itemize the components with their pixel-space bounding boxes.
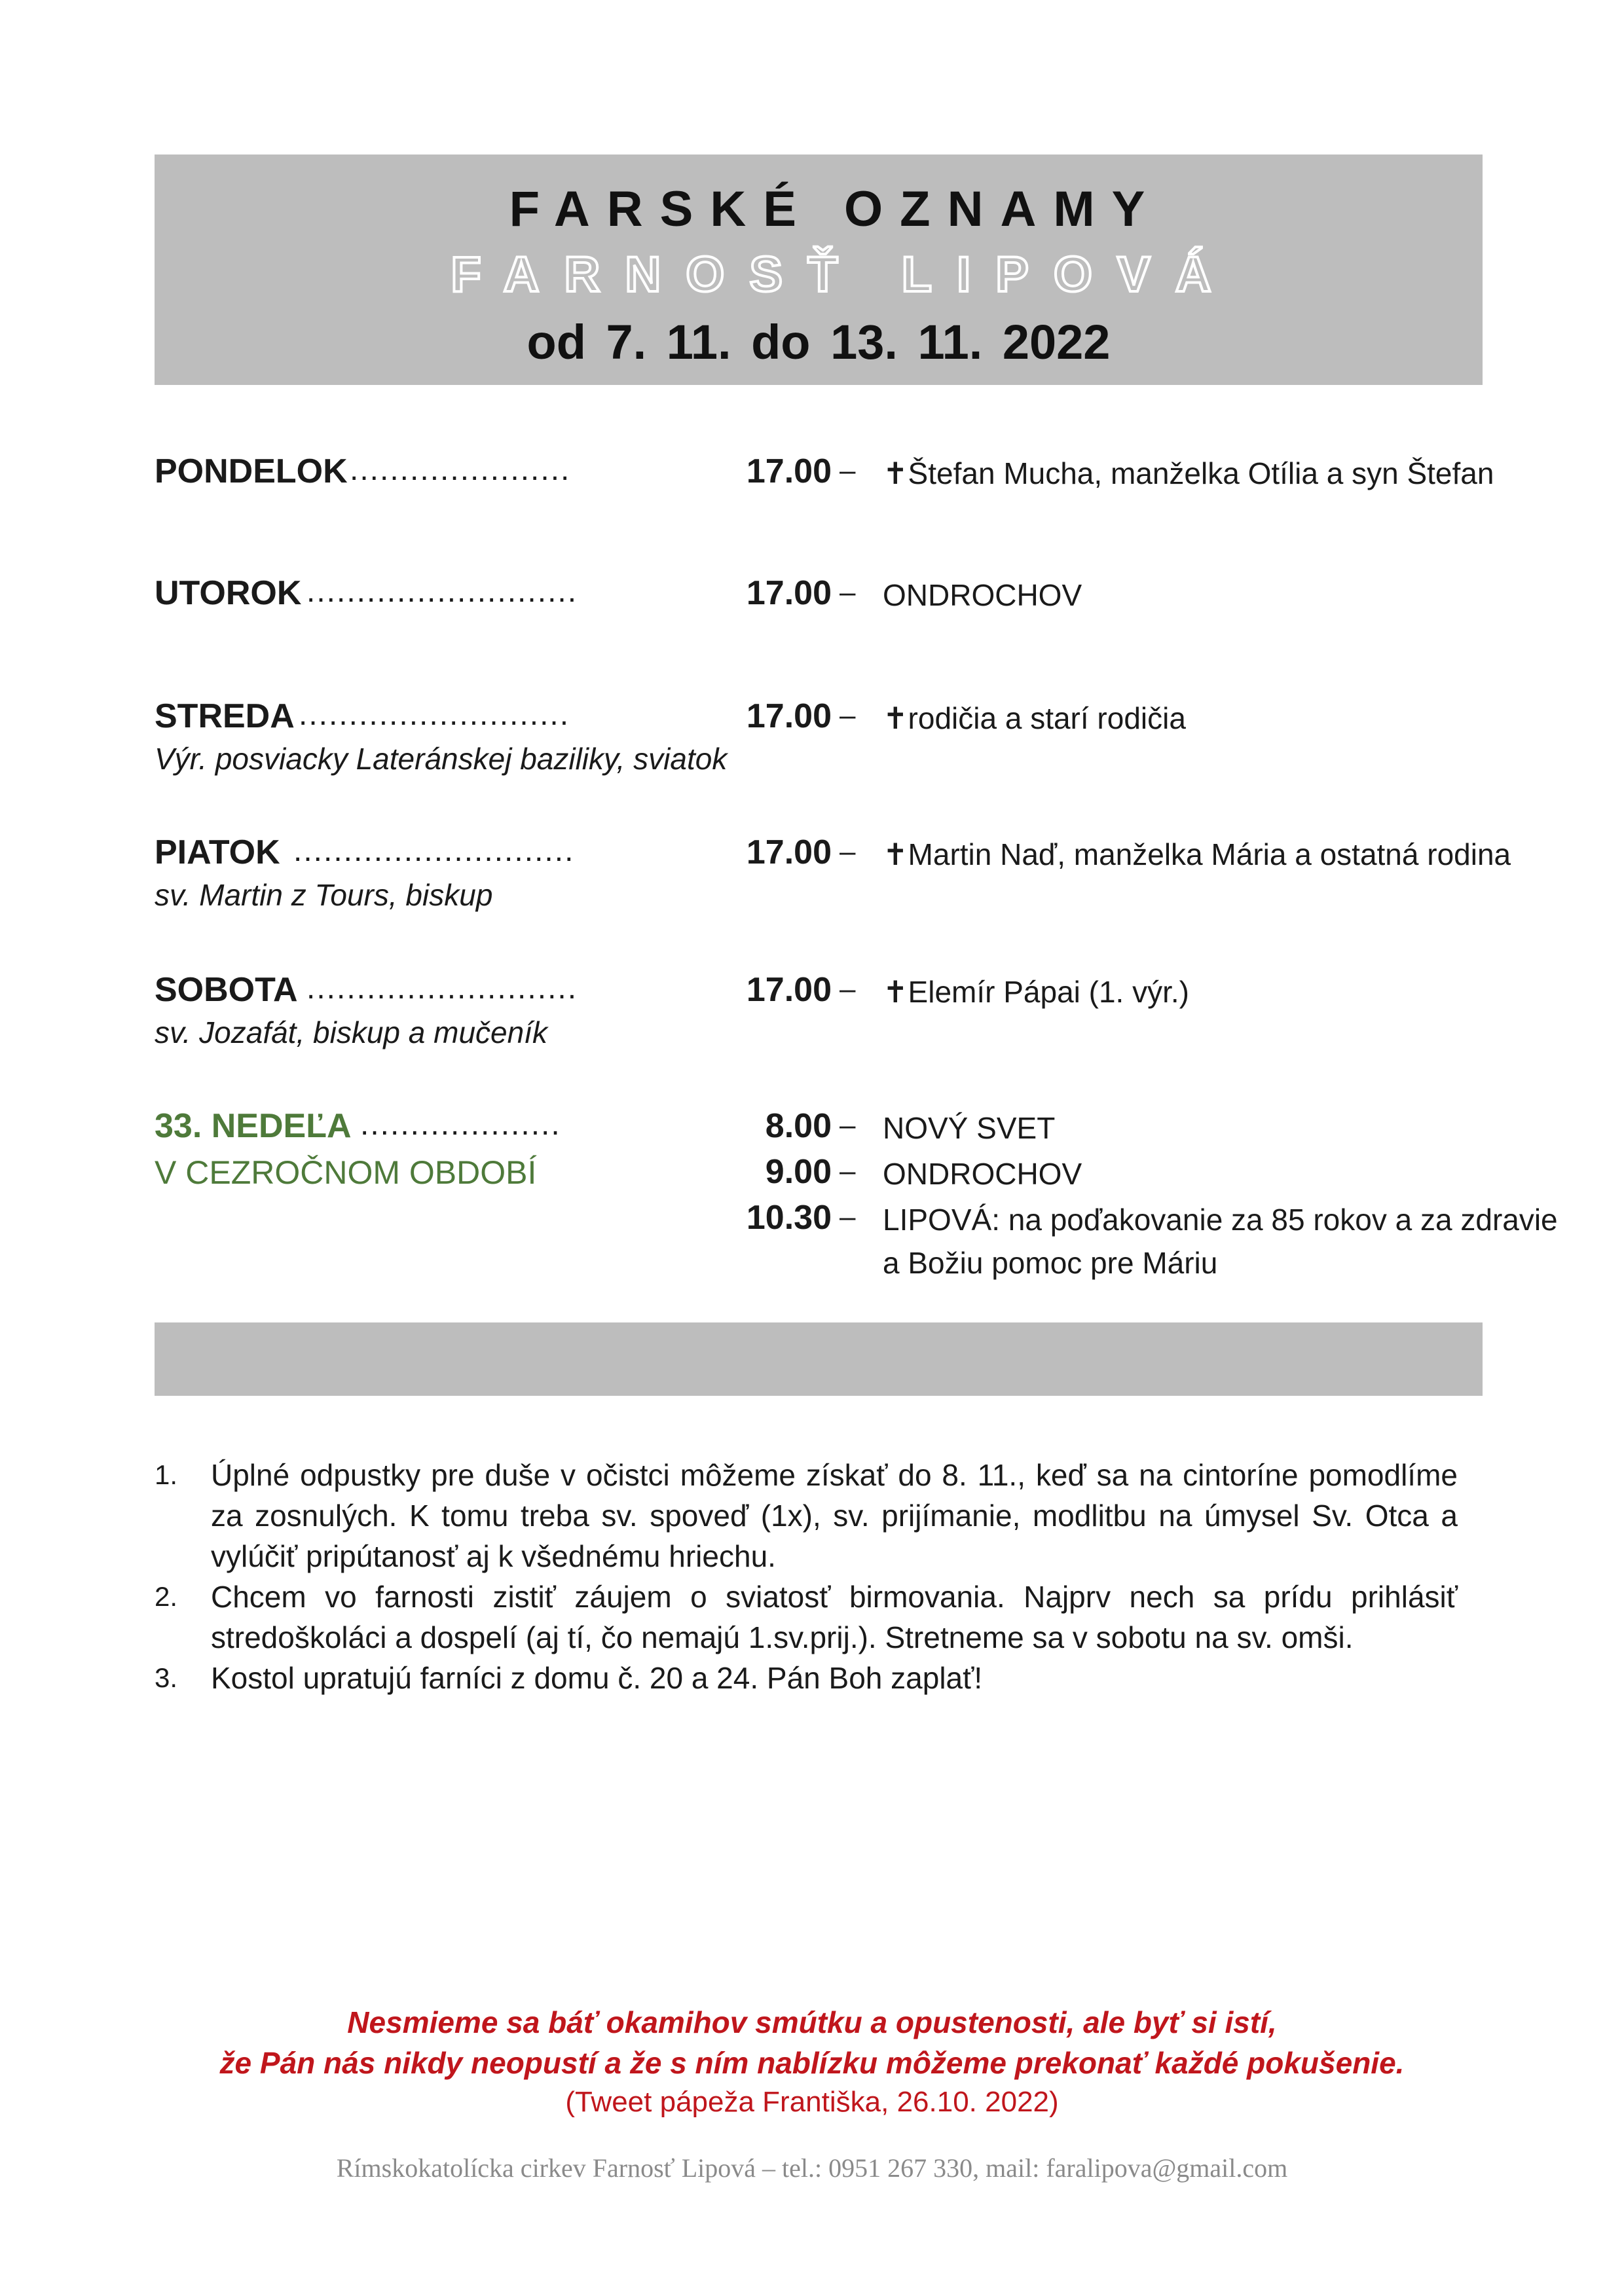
notice-text: Chcem vo farnosti zistiť záujem o sviatosť birmovania. Najprv nech sa prídu prihlásiť stredoškoláci a dospelí (aj tí, čo nemajú 1.sv.prij.). Stretneme sa v sobotu na sv. omši.	[211, 1580, 1458, 1654]
mass-intention: ONDROCHOV	[883, 1157, 1082, 1191]
separator-dash: –	[840, 973, 856, 1005]
parish-name: FARNOSŤ LIPOVÁ	[451, 247, 1236, 302]
mass-time: 17.00	[746, 452, 832, 490]
page-title: FARSKÉ OZNAMY	[509, 181, 1162, 237]
mass-time: 17.00	[746, 971, 832, 1009]
separator-dash: –	[840, 454, 856, 486]
feast-note: Výr. posviacky Lateránskej baziliky, sviatok	[155, 742, 728, 776]
notices-list	[155, 1455, 1458, 1698]
separator-dash: –	[840, 835, 856, 867]
footer-contact: Rímskokatolícka cirkev Farnosť Lipová – tel.: 0951 267 330, mail: faralipova@gmail.com	[336, 2153, 1288, 2183]
sunday-subtitle: V CEZROČNOM OBDOBÍ	[155, 1154, 537, 1191]
quote-line-1: Nesmieme sa báť okamihov smútku a opustenosti, ale byť si istí,	[347, 2005, 1277, 2039]
day-label: PIATOK	[155, 833, 280, 871]
header-banner	[155, 155, 1483, 385]
notice-number: 1.	[155, 1459, 178, 1490]
quote-line-2: že Pán nás nikdy neopustí a že s ním nablízku môžeme prekonať každé pokušenie.	[219, 2046, 1405, 2080]
day-label: STREDA	[155, 697, 295, 735]
mass-intention: ONDROCHOV	[883, 578, 1082, 612]
list-item	[155, 1455, 1458, 1576]
schedule-row-sunday-3	[155, 1198, 1558, 1240]
day-label: SOBOTA	[155, 971, 298, 1009]
notice-text: Úplné odpustky pre duše v očistci môžeme získať do 8. 11., keď sa na cintoríne pomodlíme za zosnulých. K tomu treba sv. spoveď (1x), sv. prijímanie, modlitbu na úmysel Sv. Otca a vylúčiť pripútanosť aj k všednému hriechu.	[211, 1458, 1458, 1573]
feast-note: sv. Jozafát, biskup a mučeník	[155, 1015, 547, 1049]
schedule-row-tuesday	[155, 574, 1490, 615]
feast-note: sv. Martin z Tours, biskup	[155, 878, 493, 912]
leader-dots: ...........................	[299, 697, 570, 732]
schedule-row-friday	[155, 833, 1511, 875]
leader-dots: ............................	[293, 833, 575, 868]
date-range: od 7. 11. do 13. 11. 2022	[526, 315, 1111, 369]
leader-dots: ....................	[360, 1107, 561, 1142]
separator-dash: –	[840, 1201, 856, 1233]
notice-number: 3.	[155, 1662, 178, 1693]
mass-intention: LIPOVÁ: na poďakovanie za 85 rokov a za zdravie	[883, 1203, 1558, 1237]
separator-dash: –	[840, 576, 856, 608]
mass-intention: ✝rodičia a starí rodičia	[883, 701, 1186, 735]
mass-time: 8.00	[765, 1107, 832, 1145]
schedule-row-saturday	[155, 970, 1490, 1012]
day-label: 33. NEDEĽA	[155, 1107, 352, 1145]
separator-dash: –	[840, 699, 856, 731]
leader-dots: ......................	[350, 452, 571, 487]
day-label: UTOROK	[155, 574, 302, 612]
leader-dots: ...........................	[306, 971, 578, 1006]
leader-dots: ...........................	[306, 574, 578, 609]
schedule-row-sunday-2	[155, 1152, 1490, 1194]
mass-intention: ✝Martin Naď, manželka Mária a ostatná rodina	[883, 837, 1511, 871]
day-label: PONDELOK	[155, 452, 348, 490]
separator-dash: –	[840, 1155, 856, 1187]
mass-intention: NOVÝ SVET	[883, 1111, 1056, 1145]
mass-intention: ✝Štefan Mucha, manželka Otília a syn Štefan	[883, 456, 1494, 490]
mass-time: 17.00	[746, 574, 832, 612]
schedule-row-sunday	[155, 1106, 1490, 1148]
schedule-row-wednesday	[155, 697, 1490, 738]
mass-intention-continued: a Božiu pomoc pre Máriu	[883, 1246, 1218, 1280]
mass-time: 17.00	[746, 697, 832, 735]
mass-time: 10.30	[746, 1199, 832, 1237]
mass-time: 17.00	[746, 833, 832, 871]
list-item	[155, 1658, 1458, 1698]
mass-time: 9.00	[765, 1153, 832, 1191]
schedule-row-monday	[155, 452, 1494, 494]
notice-text: Kostol upratujú farníci z domu č. 20 a 24. Pán Boh zaplať!	[211, 1661, 983, 1695]
divider-bar	[155, 1322, 1483, 1396]
mass-intention: ✝Elemír Pápai (1. výr.)	[883, 975, 1189, 1009]
notice-number: 2.	[155, 1581, 178, 1612]
list-item	[155, 1576, 1458, 1658]
separator-dash: –	[840, 1109, 856, 1141]
quote-source: (Tweet pápeža Františka, 26.10. 2022)	[565, 2086, 1059, 2118]
